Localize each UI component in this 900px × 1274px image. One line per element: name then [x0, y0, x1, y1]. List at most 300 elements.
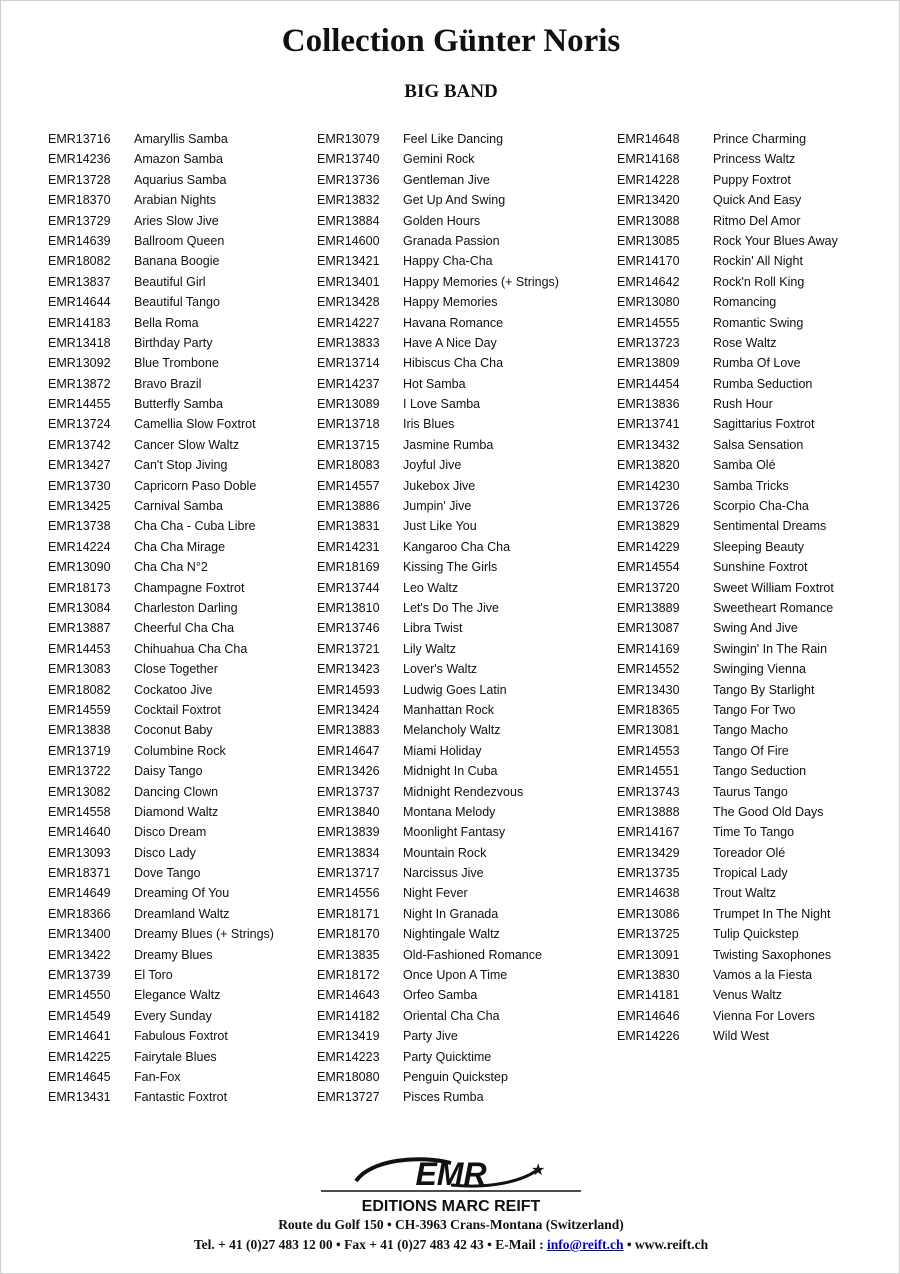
catalog-code: EMR13088 [617, 213, 680, 228]
catalog-entry [617, 904, 838, 924]
catalog-code: EMR13810 [317, 600, 380, 615]
catalog-entry [317, 924, 559, 944]
catalog-entry [617, 394, 838, 414]
catalog-entry [48, 659, 274, 679]
catalog-title: Night Fever [403, 886, 468, 901]
catalog-entry [317, 190, 559, 210]
catalog-code: EMR13883 [317, 723, 380, 738]
catalog-title: Old-Fashioned Romance [403, 947, 542, 962]
catalog-entry [317, 1087, 559, 1107]
catalog-title: Hot Samba [403, 376, 466, 391]
catalog-title: Samba Tricks [713, 478, 789, 493]
catalog-title: Lover's Waltz [403, 662, 478, 677]
catalog-code: EMR13427 [48, 458, 111, 473]
catalog-entry [48, 313, 274, 333]
catalog-entry [48, 741, 274, 761]
catalog-code: EMR13424 [317, 702, 380, 717]
catalog-entry [48, 618, 274, 638]
catalog-code: EMR18169 [317, 560, 380, 575]
catalog-entry [48, 598, 274, 618]
catalog-entry [617, 945, 838, 965]
catalog-code: EMR18371 [48, 866, 111, 881]
catalog-title: Moonlight Fantasy [403, 825, 506, 840]
catalog-entry [317, 129, 559, 149]
catalog-entry [317, 802, 559, 822]
catalog-code: EMR14648 [617, 132, 680, 146]
catalog-entry [617, 149, 838, 169]
catalog-entry [317, 374, 559, 394]
catalog-code: EMR14552 [617, 662, 680, 677]
catalog-title: Vienna For Lovers [713, 1008, 815, 1023]
catalog-title: Ritmo Del Amor [713, 213, 801, 228]
catalog-code: EMR13737 [317, 784, 380, 799]
catalog-entry [317, 741, 559, 761]
catalog-title: Daisy Tango [134, 764, 203, 779]
catalog-entry [317, 761, 559, 781]
catalog-title: Carnival Samba [134, 499, 223, 514]
catalog-title: The Good Old Days [713, 804, 824, 819]
catalog-code: EMR14642 [617, 274, 680, 289]
catalog-entry [617, 231, 838, 251]
catalog-title: Joyful Jive [403, 458, 462, 473]
catalog-code: EMR14169 [617, 641, 680, 656]
catalog-code: EMR13840 [317, 804, 380, 819]
catalog-entry [48, 414, 274, 434]
catalog-title: Tango Of Fire [713, 743, 789, 758]
catalog-title: Golden Hours [403, 213, 481, 228]
catalog-entry [617, 1026, 838, 1046]
catalog-title: Sleeping Beauty [713, 539, 805, 554]
catalog-entry [617, 659, 838, 679]
catalog-entry [317, 333, 559, 353]
catalog-code: EMR14639 [48, 233, 111, 248]
catalog-entry [617, 578, 838, 598]
catalog-entry [48, 863, 274, 883]
catalog-title: Princess Waltz [713, 152, 796, 167]
catalog-code: EMR13730 [48, 478, 111, 493]
catalog-entry [48, 1047, 274, 1067]
catalog-code: EMR13079 [317, 132, 380, 146]
catalog-code: EMR13428 [317, 295, 380, 310]
catalog-entry [48, 455, 274, 475]
catalog-entry [617, 272, 838, 292]
catalog-title: Happy Memories [403, 295, 498, 310]
catalog-title: Amaryllis Samba [134, 132, 228, 146]
catalog-title: Amazon Samba [134, 152, 223, 167]
catalog-code: EMR13820 [617, 458, 680, 473]
catalog-code: EMR14454 [617, 376, 680, 391]
catalog-code: EMR14557 [317, 478, 380, 493]
logo-star: ★ [531, 1160, 546, 1179]
catalog-title: Jasmine Rumba [403, 437, 494, 452]
catalog-entry [317, 211, 559, 231]
catalog-entry [617, 843, 838, 863]
catalog-entry [617, 353, 838, 373]
catalog-entry [617, 292, 838, 312]
catalog-code: EMR14228 [617, 172, 680, 187]
catalog-code: EMR13720 [617, 580, 680, 595]
catalog-code: EMR13726 [617, 499, 680, 514]
catalog-code: EMR14230 [617, 478, 680, 493]
catalog-title: I Love Samba [403, 397, 481, 412]
catalog-entry [617, 863, 838, 883]
catalog-title: Tango Macho [713, 723, 789, 738]
catalog-entry [317, 883, 559, 903]
catalog-entry [317, 578, 559, 598]
catalog-title: Romantic Swing [713, 315, 804, 330]
catalog-code: EMR13809 [617, 356, 680, 371]
catalog-entry [317, 904, 559, 924]
catalog-title: Cockatoo Jive [134, 682, 213, 697]
catalog-title: Montana Melody [403, 804, 496, 819]
catalog-title: Happy Cha-Cha [403, 254, 493, 269]
catalog-title: Mountain Rock [403, 845, 487, 860]
catalog-code: EMR13727 [317, 1090, 380, 1105]
catalog-entry [48, 843, 274, 863]
catalog-entry [317, 639, 559, 659]
catalog-entry [617, 741, 838, 761]
catalog-code: EMR13746 [317, 621, 380, 636]
catalog-code: EMR13736 [317, 172, 380, 187]
catalog-code: EMR14643 [317, 988, 380, 1003]
catalog-code: EMR13081 [617, 723, 680, 738]
catalog-code: EMR18365 [617, 702, 680, 717]
catalog-entry [48, 537, 274, 557]
catalog-column-3 [617, 129, 838, 1047]
catalog-title: Fantastic Foxtrot [134, 1090, 228, 1105]
catalog-title: Birthday Party [134, 335, 213, 350]
catalog-entry [317, 414, 559, 434]
page-title: Collection Günter Noris [281, 23, 621, 59]
catalog-title: Elegance Waltz [134, 988, 221, 1003]
catalog-entry [48, 1087, 274, 1107]
catalog-title: Aries Slow Jive [134, 213, 219, 228]
catalog-code: EMR13425 [48, 499, 111, 514]
catalog-title: Cocktail Foxtrot [134, 702, 221, 717]
catalog-code: EMR13834 [317, 845, 380, 860]
catalog-entry [48, 374, 274, 394]
catalog-title: Tango Seduction [713, 764, 807, 779]
catalog-entry [317, 1067, 559, 1087]
catalog-code: EMR13735 [617, 866, 680, 881]
catalog-entry [48, 802, 274, 822]
catalog-title: Beautiful Tango [134, 295, 220, 310]
catalog-title: Chihuahua Cha Cha [134, 641, 248, 656]
catalog-entry [617, 170, 838, 190]
catalog-title: Kissing The Girls [403, 560, 498, 575]
catalog-entry [48, 394, 274, 414]
catalog-entry [317, 231, 559, 251]
catalog-entry [48, 170, 274, 190]
catalog-title: Champagne Foxtrot [134, 580, 245, 595]
catalog-code: EMR13839 [317, 825, 380, 840]
catalog-entry [617, 333, 838, 353]
catalog-code: EMR14647 [317, 743, 380, 758]
catalog-code: EMR14181 [617, 988, 680, 1003]
catalog-entry [48, 190, 274, 210]
catalog-title: Party Jive [403, 1029, 458, 1044]
catalog-title: Oriental Cha Cha [403, 1008, 500, 1023]
catalog-title: Rumba Seduction [713, 376, 813, 391]
catalog-code: EMR13432 [617, 437, 680, 452]
catalog-code: EMR13080 [617, 295, 680, 310]
catalog-title: Tropical Lady [713, 866, 788, 881]
catalog-code: EMR13738 [48, 519, 111, 534]
catalog-entry [617, 680, 838, 700]
catalog-code: EMR13832 [317, 193, 380, 208]
catalog-code: EMR13884 [317, 213, 380, 228]
emr-logo [301, 1151, 601, 1219]
catalog-code: EMR13714 [317, 356, 380, 371]
catalog-title: Rock Your Blues Away [713, 233, 838, 248]
catalog-code: EMR13091 [617, 947, 680, 962]
catalog-entry [617, 211, 838, 231]
catalog-title: Gemini Rock [403, 152, 475, 167]
catalog-entry [48, 251, 274, 271]
catalog-code: EMR13431 [48, 1090, 111, 1105]
catalog-title: Trumpet In The Night [713, 906, 831, 921]
catalog-code: EMR13723 [617, 335, 680, 350]
catalog-code: EMR13830 [617, 968, 680, 983]
catalog-title: Salsa Sensation [713, 437, 804, 452]
catalog-entry [48, 822, 274, 842]
catalog-code: EMR13831 [317, 519, 380, 534]
contact-phone-fax: Tel. + 41 (0)27 483 12 00 • Fax + 41 (0)27 483 42 43 • E-Mail : [193, 1237, 548, 1252]
catalog-title: Disco Lady [134, 845, 196, 860]
catalog-code: EMR13888 [617, 804, 680, 819]
catalog-title: Bravo Brazil [134, 376, 202, 391]
catalog-title: Havana Romance [403, 315, 504, 330]
catalog-title: Pisces Rumba [403, 1090, 484, 1105]
catalog-title: Kangaroo Cha Cha [403, 539, 511, 554]
catalog-code: EMR14167 [617, 825, 680, 840]
catalog-title: Cheerful Cha Cha [134, 621, 235, 636]
catalog-entry [317, 965, 559, 985]
catalog-entry [617, 557, 838, 577]
catalog-code: EMR18080 [317, 1069, 380, 1084]
catalog-column-1 [48, 129, 274, 1108]
catalog-title: Melancholy Waltz [403, 723, 501, 738]
catalog-entry [617, 455, 838, 475]
catalog-code: EMR14558 [48, 804, 111, 819]
catalog-code: EMR13423 [317, 662, 380, 677]
catalog-title: Rush Hour [713, 397, 773, 412]
catalog-entry [317, 985, 559, 1005]
catalog-code: EMR14237 [317, 376, 380, 391]
catalog-code: EMR13087 [617, 621, 680, 636]
catalog-title: Butterfly Samba [134, 397, 223, 412]
logo-mark: EMR [415, 1156, 487, 1192]
catalog-code: EMR14550 [48, 988, 111, 1003]
catalog-entry [317, 782, 559, 802]
catalog-code: EMR13421 [317, 254, 380, 269]
catalog-code: EMR13093 [48, 845, 111, 860]
catalog-entry [48, 945, 274, 965]
catalog-code: EMR18172 [317, 968, 380, 983]
catalog-code: EMR13718 [317, 417, 380, 432]
catalog-title: Time To Tango [713, 825, 795, 840]
catalog-title: Cha Cha N°2 [134, 560, 208, 575]
catalog-entry [617, 598, 838, 618]
catalog-entry [48, 985, 274, 1005]
catalog-column-2 [317, 129, 559, 1108]
catalog-entry [617, 251, 838, 271]
catalog-entry [617, 476, 838, 496]
catalog-code: EMR13430 [617, 682, 680, 697]
catalog-code: EMR18083 [317, 458, 380, 473]
catalog-code: EMR14224 [48, 539, 111, 554]
catalog-entry [617, 129, 838, 149]
catalog-code: EMR18082 [48, 254, 111, 269]
catalog-code: EMR13724 [48, 417, 111, 432]
catalog-code: EMR14556 [317, 886, 380, 901]
catalog-title: Once Upon A Time [403, 968, 508, 983]
catalog-entry [48, 496, 274, 516]
catalog-title: Libra Twist [403, 621, 463, 636]
catalog-code: EMR14600 [317, 233, 380, 248]
catalog-title: Rockin' All Night [713, 254, 803, 269]
catalog-entry [617, 374, 838, 394]
catalog-entry [48, 761, 274, 781]
catalog-entry [617, 414, 838, 434]
catalog-entry [48, 129, 274, 149]
catalog-title: Sagittarius Foxtrot [713, 417, 815, 432]
catalog-entry [617, 883, 838, 903]
catalog-title: Dreamy Blues [134, 947, 213, 962]
catalog-entry [48, 1026, 274, 1046]
catalog-entry [317, 394, 559, 414]
catalog-code: EMR14555 [617, 315, 680, 330]
catalog-entry [617, 761, 838, 781]
catalog-entry [617, 190, 838, 210]
catalog-title: Samba Olé [713, 458, 776, 473]
catalog-code: EMR13741 [617, 417, 680, 432]
catalog-title: Wild West [713, 1029, 770, 1044]
catalog-title: Beautiful Girl [134, 274, 206, 289]
catalog-title: Feel Like Dancing [403, 132, 504, 146]
catalog-entry [617, 802, 838, 822]
catalog-entry [48, 149, 274, 169]
catalog-code: EMR18370 [48, 193, 111, 208]
catalog-title: Dreamy Blues (+ Strings) [134, 927, 274, 942]
catalog-entry [317, 455, 559, 475]
catalog-entry [317, 822, 559, 842]
catalog-title: Can't Stop Jiving [134, 458, 228, 473]
catalog-code: EMR14227 [317, 315, 380, 330]
catalog-title: Just Like You [403, 519, 477, 534]
catalog-code: EMR13084 [48, 600, 111, 615]
catalog-code: EMR13889 [617, 600, 680, 615]
catalog-entry [317, 720, 559, 740]
catalog-entry [317, 618, 559, 638]
catalog-title: Leo Waltz [403, 580, 459, 595]
catalog-code: EMR13833 [317, 335, 380, 350]
catalog-title: Iris Blues [403, 417, 455, 432]
catalog-code: EMR18366 [48, 906, 111, 921]
page-subtitle: BIG BAND [404, 81, 498, 102]
catalog-entry [617, 720, 838, 740]
catalog-code: EMR14641 [48, 1029, 111, 1044]
catalog-title: Sweetheart Romance [713, 600, 834, 615]
catalog-code: EMR13418 [48, 335, 111, 350]
catalog-code: EMR14559 [48, 702, 111, 717]
catalog-title: Fairytale Blues [134, 1049, 217, 1064]
catalog-entry [48, 557, 274, 577]
catalog-entry [317, 170, 559, 190]
catalog-code: EMR13721 [317, 641, 380, 656]
catalog-entry [48, 883, 274, 903]
catalog-code: EMR14168 [617, 152, 680, 167]
catalog-code: EMR13725 [617, 927, 680, 942]
catalog-title: Granada Passion [403, 233, 500, 248]
catalog-code: EMR18173 [48, 580, 111, 595]
catalog-code: EMR13886 [317, 499, 380, 514]
catalog-title: Romancing [713, 295, 777, 310]
catalog-entry [617, 822, 838, 842]
catalog-code: EMR18171 [317, 906, 380, 921]
catalog-entry [48, 720, 274, 740]
catalog-code: EMR14553 [617, 743, 680, 758]
catalog-entry [617, 639, 838, 659]
catalog-entry [617, 618, 838, 638]
catalog-code: EMR14183 [48, 315, 111, 330]
catalog-code: EMR14645 [48, 1069, 111, 1084]
catalog-code: EMR13835 [317, 947, 380, 962]
catalog-entry [317, 843, 559, 863]
catalog-entry [48, 353, 274, 373]
catalog-entry [317, 680, 559, 700]
catalog-code: EMR13083 [48, 662, 111, 677]
catalog-entry [317, 313, 559, 333]
contact-website: • www.reift.ch [623, 1237, 709, 1252]
catalog-title: Sweet William Foxtrot [713, 580, 834, 595]
catalog-title: Toreador Olé [713, 845, 786, 860]
catalog-entry [317, 945, 559, 965]
catalog-code: EMR14646 [617, 1008, 680, 1023]
catalog-code: EMR13722 [48, 764, 111, 779]
email-link[interactable]: info@reift.ch [547, 1237, 624, 1252]
catalog-title: Cha Cha - Cuba Libre [134, 519, 256, 534]
catalog-code: EMR14182 [317, 1008, 380, 1023]
catalog-title: Fan-Fox [134, 1069, 181, 1084]
catalog-title: Taurus Tango [713, 784, 788, 799]
catalog-title: Trout Waltz [713, 886, 776, 901]
catalog-entry [317, 476, 559, 496]
catalog-entry [617, 700, 838, 720]
catalog-title: Arabian Nights [134, 193, 216, 208]
catalog-title: Swingin' In The Rain [713, 641, 828, 656]
catalog-code: EMR14554 [617, 560, 680, 575]
catalog-entry [48, 904, 274, 924]
catalog-code: EMR14225 [48, 1049, 111, 1064]
catalog-code: EMR13836 [617, 397, 680, 412]
catalog-title: Fabulous Foxtrot [134, 1029, 228, 1044]
catalog-title: Sunshine Foxtrot [713, 560, 808, 575]
catalog-code: EMR13715 [317, 437, 380, 452]
catalog-title: El Toro [134, 968, 173, 983]
catalog-title: Midnight In Cuba [403, 764, 498, 779]
catalog-entry [317, 149, 559, 169]
catalog-title: Swinging Vienna [713, 662, 806, 677]
catalog-code: EMR13872 [48, 376, 111, 391]
catalog-code: EMR13742 [48, 437, 111, 452]
catalog-title: Sentimental Dreams [713, 519, 827, 534]
catalog-title: Disco Dream [134, 825, 207, 840]
catalog-entry [317, 272, 559, 292]
catalog-title: Diamond Waltz [134, 804, 219, 819]
catalog-title: Tango For Two [713, 702, 796, 717]
catalog-title: Columbine Rock [134, 743, 226, 758]
